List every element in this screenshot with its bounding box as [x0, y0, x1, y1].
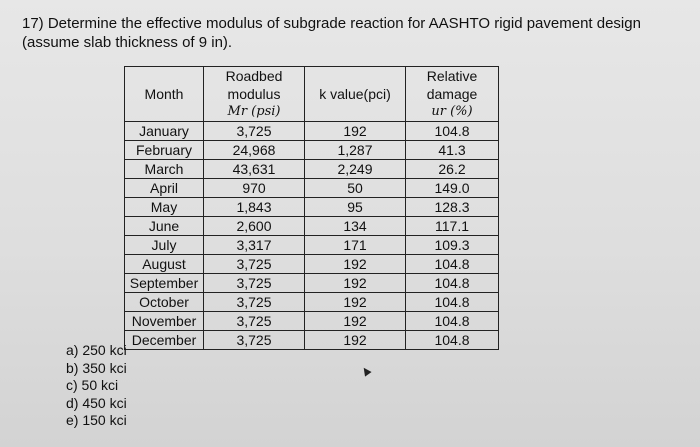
cell-month: October	[125, 293, 204, 312]
table-row	[125, 274, 499, 293]
answer-option: c) 50 kci	[66, 377, 119, 393]
seasonal-modulus-table	[124, 66, 499, 350]
cell-k-value: 50	[305, 179, 406, 198]
cell-roadbed-modulus: 3,725	[204, 255, 305, 274]
cell-roadbed-modulus: 3,725	[204, 293, 305, 312]
cell-month: May	[125, 198, 204, 217]
cell-month: September	[125, 274, 204, 293]
table-row	[125, 236, 499, 255]
table-row	[125, 331, 499, 350]
cell-relative-damage: 104.8	[406, 331, 499, 350]
cell-k-value: 1,287	[305, 141, 406, 160]
cell-roadbed-modulus: 2,600	[204, 217, 305, 236]
cell-relative-damage: 104.8	[406, 274, 499, 293]
table-row	[125, 255, 499, 274]
header-month: Month	[125, 67, 204, 122]
answer-option: e) 150 kci	[66, 412, 127, 428]
cell-k-value: 192	[305, 312, 406, 331]
cell-month: January	[125, 122, 204, 141]
header-relative-damage-title: Relative damage	[426, 68, 478, 102]
cell-k-value: 192	[305, 331, 406, 350]
cell-relative-damage: 104.8	[406, 293, 499, 312]
answer-option: b) 350 kci	[66, 359, 127, 376]
answer-option: a) 250 kci	[66, 342, 127, 358]
table-row	[125, 312, 499, 331]
cell-month: August	[125, 255, 204, 274]
table-row	[125, 141, 499, 160]
cell-roadbed-modulus: 3,725	[204, 274, 305, 293]
cell-k-value: 192	[305, 122, 406, 141]
cell-k-value: 95	[305, 198, 406, 217]
cell-roadbed-modulus: 3,725	[204, 331, 305, 350]
cell-roadbed-modulus: 24,968	[204, 141, 305, 160]
cell-month: June	[125, 217, 204, 236]
answer-option: d) 450 kci	[66, 394, 127, 411]
cell-k-value: 192	[305, 293, 406, 312]
cell-relative-damage: 41.3	[406, 141, 499, 160]
cell-month: April	[125, 179, 204, 198]
cell-roadbed-modulus: 43,631	[204, 160, 305, 179]
cell-relative-damage: 104.8	[406, 312, 499, 331]
header-relative-damage	[406, 67, 499, 122]
cell-roadbed-modulus: 1,843	[204, 198, 305, 217]
cell-relative-damage: 26.2	[406, 160, 499, 179]
cell-roadbed-modulus: 3,725	[204, 122, 305, 141]
cell-k-value: 2,249	[305, 160, 406, 179]
cell-relative-damage: 104.8	[406, 255, 499, 274]
cell-month: March	[125, 160, 204, 179]
cell-roadbed-modulus: 970	[204, 179, 305, 198]
header-roadbed-modulus	[204, 67, 305, 122]
mouse-cursor-icon	[360, 365, 371, 376]
cell-relative-damage: 128.3	[406, 198, 499, 217]
cell-relative-damage: 109.3	[406, 236, 499, 255]
table-row	[125, 160, 499, 179]
question-line-2: (assume slab thickness of 9 in).	[22, 34, 233, 51]
cell-roadbed-modulus: 3,317	[204, 236, 305, 255]
question-line-1: 17) Determine the effective modulus of subgrade reaction for AASHTO rigid pavement design	[22, 15, 641, 32]
table-body	[125, 122, 499, 350]
header-roadbed-modulus-symbol: Mr (psi)	[227, 104, 281, 119]
cell-month: November	[125, 312, 204, 331]
table-row	[125, 122, 499, 141]
cell-relative-damage: 149.0	[406, 179, 499, 198]
cell-k-value: 192	[305, 274, 406, 293]
cell-k-value: 134	[305, 217, 406, 236]
header-roadbed-modulus-title: Roadbed modulus	[225, 68, 283, 102]
cell-relative-damage: 104.8	[406, 122, 499, 141]
table-row	[125, 217, 499, 236]
header-relative-damage-symbol: ur (%)	[431, 104, 473, 119]
cell-month: December	[125, 331, 204, 350]
table-row	[125, 198, 499, 217]
table-row	[125, 179, 499, 198]
cell-month: February	[125, 141, 204, 160]
header-k-value: k value(pci)	[305, 67, 406, 122]
cell-k-value: 192	[305, 255, 406, 274]
cell-relative-damage: 117.1	[406, 217, 499, 236]
answer-options	[66, 342, 127, 430]
cell-month: July	[125, 236, 204, 255]
cell-roadbed-modulus: 3,725	[204, 312, 305, 331]
question-text	[22, 14, 682, 52]
table-header-row	[125, 67, 499, 122]
cell-k-value: 171	[305, 236, 406, 255]
table-row	[125, 293, 499, 312]
